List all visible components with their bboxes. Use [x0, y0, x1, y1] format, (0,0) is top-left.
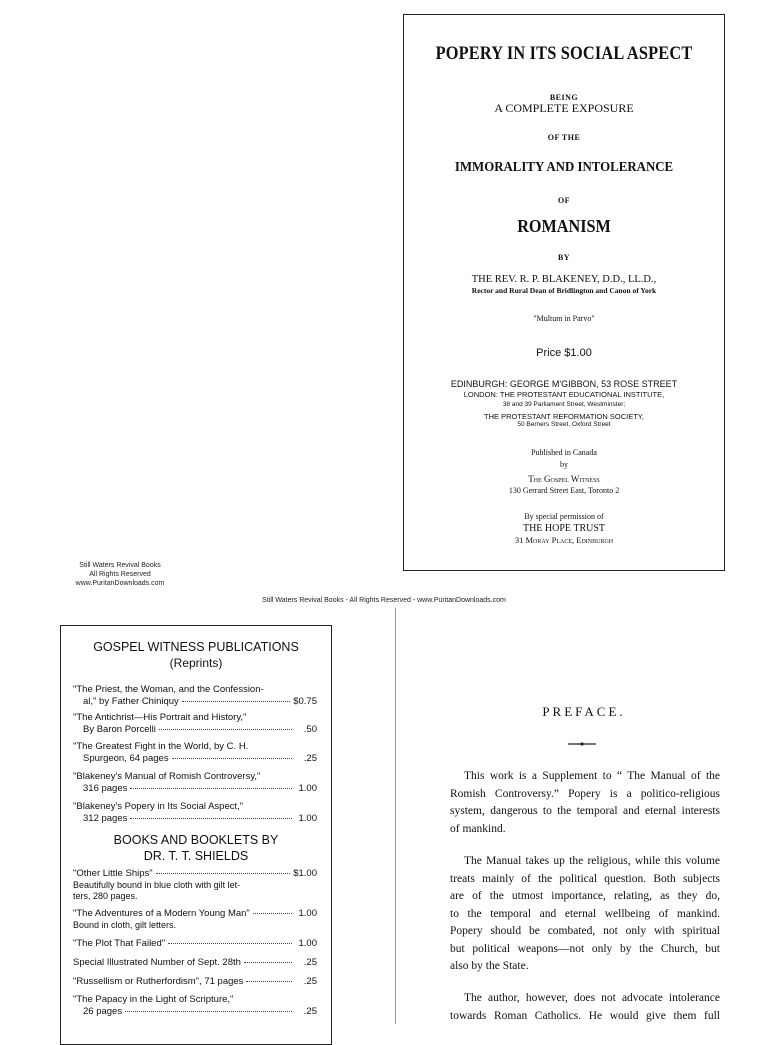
publisher-line-5: 50 Berners Street, Oxford Street: [517, 421, 611, 428]
watermark-line-3: www.PuritanDownloads.com: [75, 580, 165, 587]
shields-subheading: DR. T. T. SHIELDS: [143, 849, 249, 863]
list-item: "Blakeney's Manual of Romish Controversy," 316 pages 1.00: [73, 771, 317, 794]
of-the-label: OF THE: [547, 133, 581, 142]
publications-box: [60, 625, 332, 1045]
shields-heading: BOOKS AND BOOKLETS BY: [113, 833, 279, 847]
publisher-line-2: LONDON: THE PROTESTANT EDUCATIONAL INSTITUTE,: [463, 390, 665, 399]
hope-trust-address: 31 Moray Place, Edinburgh: [514, 535, 614, 545]
price: Price $1.00: [536, 347, 592, 359]
subtitle: A COMPLETE EXPOSURE: [494, 101, 634, 115]
permission: By special permission of: [524, 512, 604, 521]
list-item: "The Adventures of a Modern Young Man" 1.00 Bound in cloth, gilt letters.: [73, 908, 317, 930]
publisher-line-3: 38 and 39 Parliament Street, Westminster;: [502, 401, 626, 408]
list-item: "The Antichrist—His Portrait and History," By Baron Porcelli .50: [73, 712, 317, 735]
watermark-line-1: Still Waters Revival Books: [79, 562, 161, 569]
list-item: "The Priest, the Woman, and the Confession- al," by Father Chiniquy $0.75: [73, 684, 317, 707]
watermark-line-2: All Rights Reserved: [89, 571, 151, 578]
watermark-left: [66, 561, 174, 588]
publisher-line-4: THE PROTESTANT REFORMATION SOCIETY,: [484, 412, 644, 421]
list-item: Special Illustrated Number of Sept. 28th .25: [73, 957, 317, 968]
list-item: "The Greatest Fight in the World, by C. H. Spurgeon, 64 pages .25: [73, 741, 317, 764]
preface-title: PREFACE.: [542, 704, 626, 719]
publisher-line-1: EDINBURGH: GEORGE M'GIBBON, 53 ROSE STREET: [450, 379, 678, 389]
preface-paragraph-3: The author, however, does not advocate intolerance towards Roman Catholics. He would give them full: [450, 992, 720, 1022]
watermark-center: Still Waters Revival Books - All Rights Reserved - www.PuritanDownloads.com: [262, 597, 506, 604]
being-label: BEING: [549, 93, 579, 102]
preface-page: [400, 608, 768, 1024]
list-item: "Blakeney's Popery in Its Social Aspect," 312 pages 1.00: [73, 801, 317, 824]
preface-paragraph-1: This work is a Supplement to “ The Manual of the Romish Controversy.” Popery is a politico-religious system, dangerous to the temporal and eternal interests of mankind.: [450, 770, 720, 835]
publications-heading: GOSPEL WITNESS PUBLICATIONS: [93, 640, 299, 654]
page-divider: [395, 608, 398, 1024]
title-page: [403, 14, 725, 571]
author-name: THE REV. R. P. BLAKENEY, D.D., LL.D.,: [471, 274, 657, 285]
author-role: Rector and Rural Dean of Bridlington and Canon of York: [471, 286, 657, 295]
motto: "Multum in Parvo": [533, 314, 595, 323]
publications-subheading: (Reprints): [169, 656, 223, 670]
gospel-witness-address: 130 Gerrard Street East, Toronto 2: [508, 486, 620, 495]
ornament-divider: [568, 742, 596, 746]
gospel-witness: The Gospel Witness: [528, 474, 600, 484]
of-label: OF: [557, 196, 571, 205]
list-item: "The Papacy in the Light of Scripture," 26 pages .25: [73, 994, 317, 1017]
by-label: BY: [557, 253, 571, 262]
list-item: "Other Little Ships" $1.00 Beautifully bound in blue cloth with gilt let- ters, 280 pages.: [73, 868, 317, 901]
list-item: "Russellism or Rutherfordism", 71 pages .25: [73, 976, 317, 987]
preface-paragraph-2: The Manual takes up the religious, while this volume treats mainly of the political question. Both subjects are of the utmost importance, relating, as they do, to the temporal and eternal wellbeing of mankind. Popery should be combated, not only with spiritual but political weapons—not only by the Church, but also by the State.: [450, 855, 720, 972]
by-label-2: by: [560, 460, 568, 469]
book-title: POPERY IN ITS SOCIAL ASPECT: [435, 43, 693, 64]
hope-trust: THE HOPE TRUST: [522, 523, 606, 534]
romanism-title: ROMANISM: [517, 216, 611, 236]
subject-title: IMMORALITY AND INTOLERANCE: [454, 160, 674, 175]
published-in: Published in Canada: [531, 448, 597, 457]
list-item: "The Plot That Failed" 1.00: [73, 938, 317, 949]
